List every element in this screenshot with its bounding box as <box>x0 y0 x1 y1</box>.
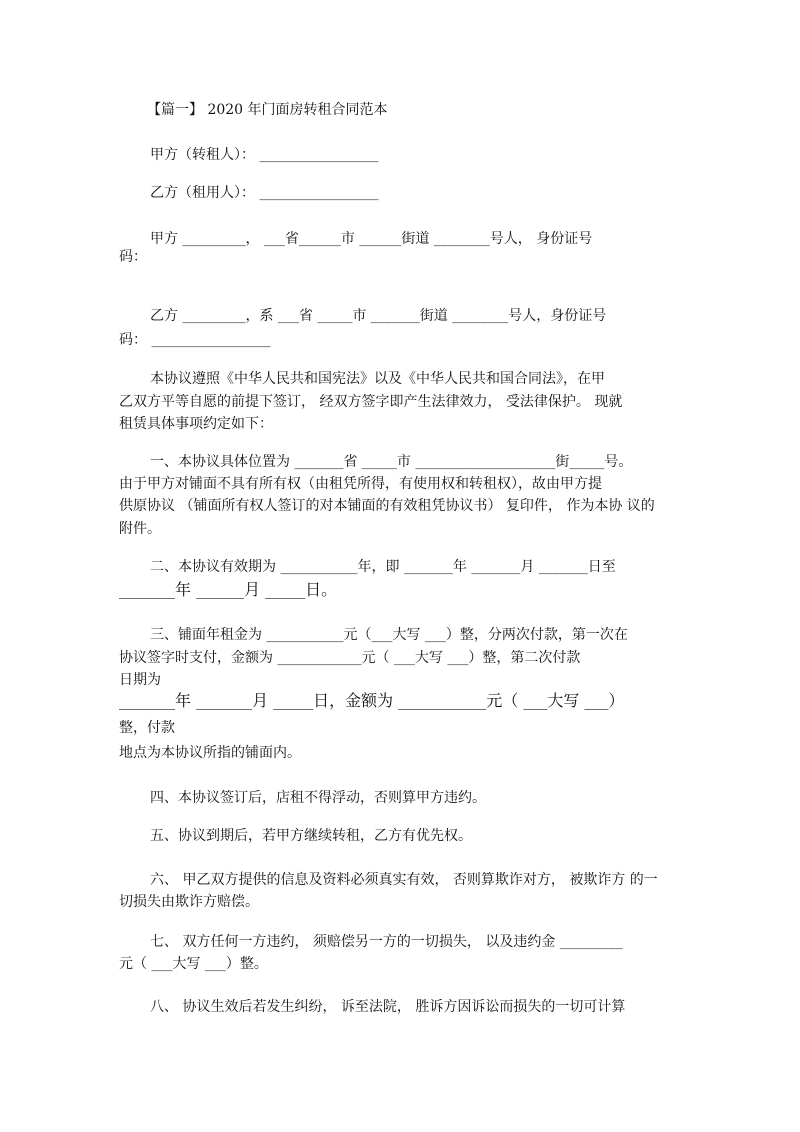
clause-5-line: 五、协议到期后，若甲方继续转租，乙方有优先权。 <box>150 828 472 844</box>
clause-3-line-5: 整，付款 <box>119 720 175 736</box>
party-a-id-line: 码： <box>119 249 147 265</box>
clause-1-line-4: 附件。 <box>119 521 161 537</box>
clause-6-line-2: 切损失由欺诈方赔偿。 <box>119 894 259 910</box>
party-a-line: 甲方（转租人）： _________________ <box>150 147 379 163</box>
party-b-id-line: 码： _________________ <box>119 332 271 348</box>
clause-4-line: 四、本协议签订后，店租不得浮动，否则算甲方违约。 <box>150 790 486 806</box>
preamble-line-3: 租赁具体事项约定如下： <box>119 416 273 432</box>
clause-3-line-1: 三、铺面年租金为 ___________元（___大写 ___）整，分两次付款，第一次在 <box>150 627 628 643</box>
clause-1-line-2: 由于甲方对铺面不具有所有权（由租凭所得，有使用权和转租权），故由甲方提 <box>119 476 602 492</box>
clause-1-line-3: 供原协议 （铺面所有权人签订的对本铺面的有效租凭协议书） 复印件， 作为本协 议的 <box>119 498 655 514</box>
clause-1-line-1: 一、本协议具体位置为 _______省 _____市 ____________________街_____号。 <box>150 454 633 470</box>
clause-3-line-2: 协议签字时支付，金额为 ____________元（ ___大写 ___）整，第二次付款 <box>119 650 581 666</box>
party-b-line: 乙方（租用人）： _________________ <box>150 185 379 201</box>
preamble-line-1: 本协议遵照《中华人民共和国宪法》以及《中华人民共和国合同法》，在甲 <box>150 371 605 387</box>
party-b-detail-line: 乙方 _________，系 ___省 _____市 _______街道 ________号人，身份证号 <box>150 308 607 324</box>
clause-3-line-4: _______年 _______月 _____日，金额为 ___________元（ ___大写 ___） <box>119 691 625 710</box>
clause-6-line-1: 六、 甲乙双方提供的信息及资料必须真实有效， 否则算欺诈对方， 被欺诈方 的一 <box>150 872 658 888</box>
clause-3-line-6: 地点为本协议所指的铺面内。 <box>119 745 301 761</box>
clause-3-line-3: 日期为 <box>119 672 161 688</box>
clause-7-line-1: 七、 双方任何一方违约， 须赔偿另一方的一切损失， 以及违约金 _________ <box>150 934 623 950</box>
clause-2-line-2: _______年 ______月 _____日。 <box>119 580 338 599</box>
clause-2-line-1: 二、本协议有效期为 ___________年，即 _______年 _______月 _______日至 <box>150 559 616 575</box>
clause-7-line-2: 元（ ___大写 ___）整。 <box>119 956 268 972</box>
document-title: 【篇一】 2020 年门面房转租合同范本 <box>147 102 388 118</box>
clause-8-line-1: 八、 协议生效后若发生纠纷， 诉至法院， 胜诉方因诉讼而损失的一切可计算 <box>150 999 626 1015</box>
party-a-detail-line: 甲方 _________， ___省______市 ______街道 ________号人， 身份证号 <box>150 231 593 247</box>
preamble-line-2: 乙双方平等自愿的前提下签订， 经双方签字即产生法律效力， 受法律保护。 现就 <box>119 394 623 410</box>
